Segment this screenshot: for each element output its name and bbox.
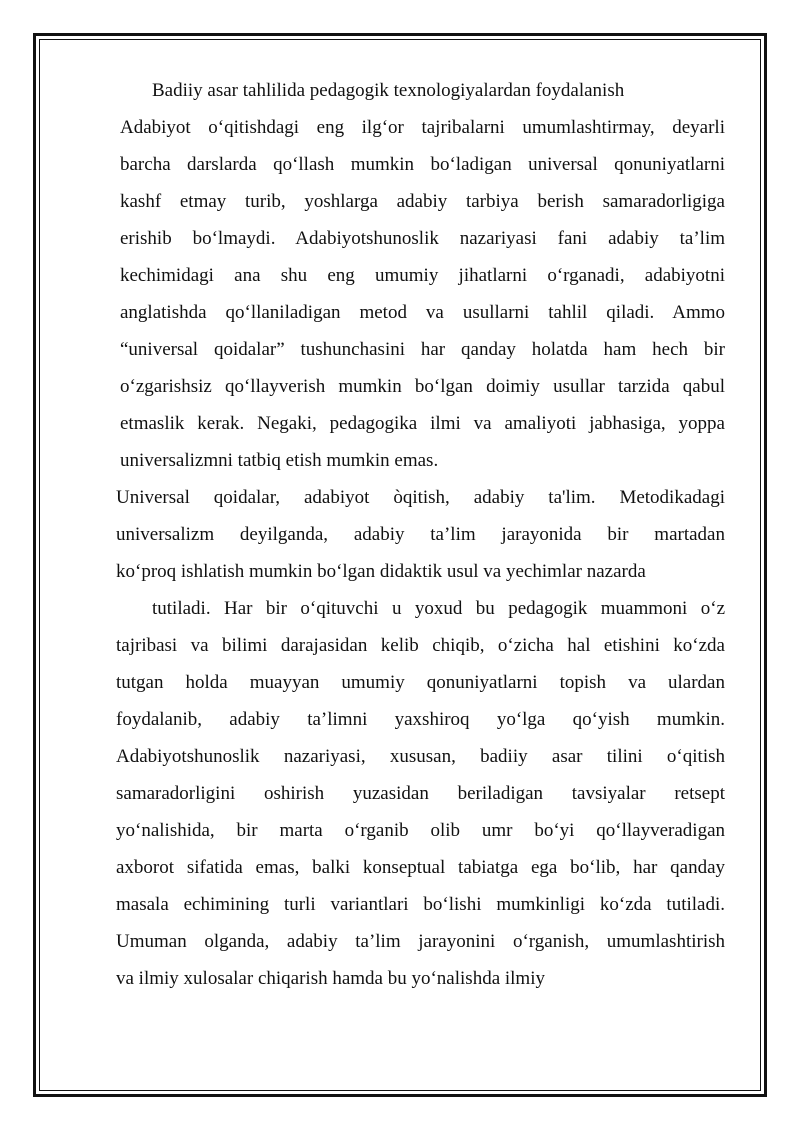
text-line: axborot sifatida emas, balki konseptual tabiatga ega bo‘lib, har qanday — [116, 857, 725, 878]
text-line: samaradorligini oshirish yuzasidan beriladigan tavsiyalar retsept — [116, 783, 725, 804]
text-line: Adabiyot o‘qitishdagi eng ilg‘or tajribalarni umumlashtirmay, deyarli — [120, 117, 725, 138]
text-line: barcha darslarda qo‘llash mumkin bo‘ladigan universal qonuniyatlarni — [120, 154, 725, 175]
text-line: Umuman olganda, adabiy ta’lim jarayonini o‘rganish, umumlashtirish — [116, 931, 725, 952]
text-line: va ilmiy xulosalar chiqarish hamda bu yo‘nalishda ilmiy — [116, 968, 545, 989]
document-body — [116, 72, 725, 997]
paragraph-1 — [116, 109, 725, 479]
text-line: Universal qoidalar, adabiyot òqitish, adabiy ta'lim. Metodikadagi — [116, 487, 725, 508]
text-line: universalizmni tatbiq etish mumkin emas. — [120, 450, 439, 471]
text-line: “universal qoidalar” tushunchasini har qanday holatda ham hech bir — [120, 339, 725, 360]
text-line: yo‘nalishida, bir marta o‘rganib olib umr bo‘yi qo‘llayveradigan — [116, 820, 725, 841]
text-line: erishib bo‘lmaydi. Adabiyotshunoslik nazariyasi fani adabiy ta’lim — [120, 228, 725, 249]
text-line: foydalanib, adabiy ta’limni yaxshiroq yo‘lga qo‘yish mumkin. — [116, 709, 725, 730]
text-line: kashf etmay turib, yoshlarga adabiy tarbiya berish samaradorligiga — [120, 191, 725, 212]
text-line: o‘zgarishsiz qo‘llayverish mumkin bo‘lgan doimiy usullar tarzida qabul — [120, 376, 725, 397]
text-line: ko‘proq ishlatish mumkin bo‘lgan didaktik usul va yechimlar nazarda — [116, 561, 646, 582]
text-line: Adabiyotshunoslik nazariyasi, xususan, badiiy asar tilini o‘qitish — [116, 746, 725, 767]
text-line: masala echimining turli variantlari bo‘lishi mumkinligi ko‘zda tutiladi. — [116, 894, 725, 915]
text-line: kechimidagi ana shu eng umumiy jihatlarni o‘rganadi, adabiyotni — [120, 265, 725, 286]
document-title: Badiiy asar tahlilida pedagogik texnologiyalardan foydalanish — [152, 80, 625, 101]
paragraph-2 — [116, 479, 725, 590]
text-line: tutgan holda muayyan umumiy qonuniyatlarni topish va ulardan — [116, 672, 725, 693]
text-line: universalizm deyilganda, adabiy ta’lim jarayonida bir martadan — [116, 524, 725, 545]
text-line: anglatishda qo‘llaniladigan metod va usullarni tahlil qiladi. Ammo — [120, 302, 725, 323]
text-line: etmaslik kerak. Negaki, pedagogika ilmi va amaliyoti jabhasiga, yoppa — [120, 413, 725, 434]
text-line: tutiladi. Har bir o‘qituvchi u yoxud bu pedagogik muammoni o‘z — [152, 598, 725, 619]
text-line: tajribasi va bilimi darajasidan kelib chiqib, o‘zicha hal etishini ko‘zda — [116, 635, 725, 656]
paragraph-3 — [116, 590, 725, 997]
